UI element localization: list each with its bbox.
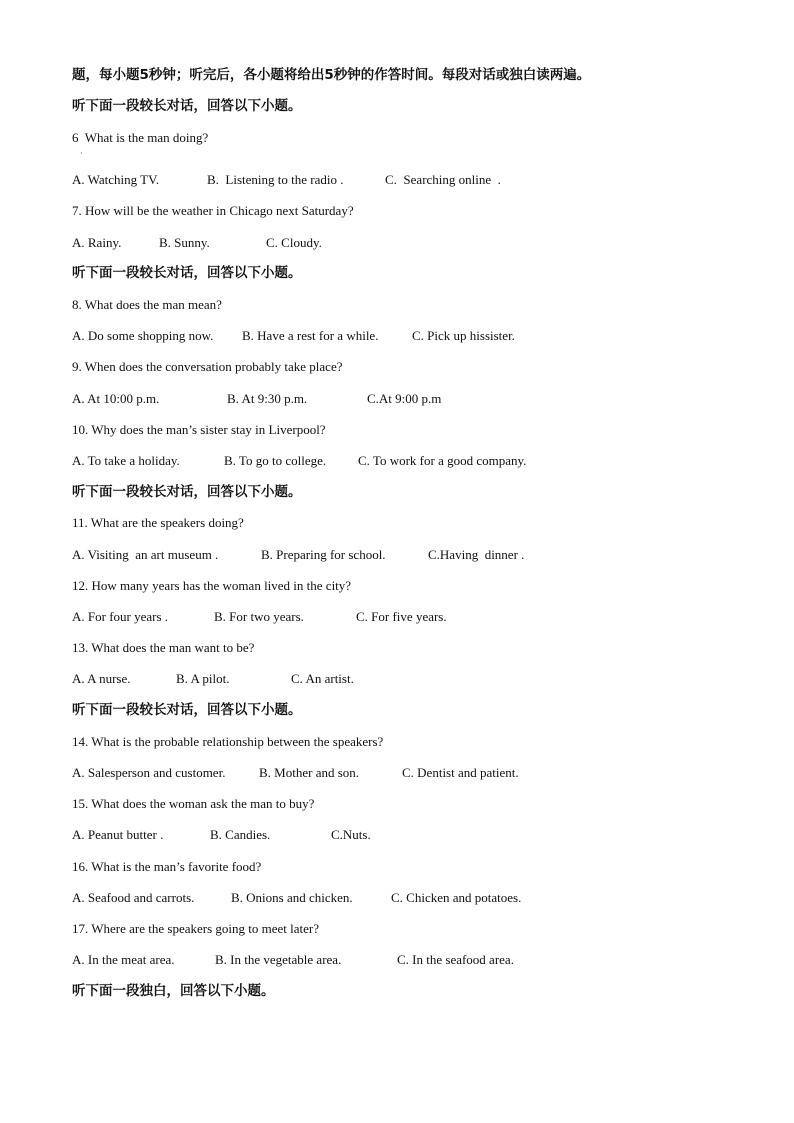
q15-option-c: C.Nuts.: [331, 827, 371, 842]
q10-option-b: B. To go to college.: [224, 453, 327, 468]
question-9: 9. When does the conversation probably take place?: [72, 359, 343, 374]
q14-option-b: B. Mother and son.: [259, 765, 360, 780]
question-15: 15. What does the woman ask the man to buy?: [72, 796, 315, 811]
question-13: 13. What does the man want to be?: [72, 640, 255, 655]
q9-option-c: C.At 9:00 p.m: [367, 391, 442, 406]
q17-option-a: A. In the meat area.: [72, 952, 175, 967]
stray-dot: ·: [80, 149, 83, 158]
q16-option-c: C. Chicken and potatoes.: [391, 890, 522, 905]
question-6: 6 What is the man doing?: [72, 130, 209, 145]
q10-option-c: C. To work for a good company.: [358, 453, 527, 468]
q10-option-a: A. To take a holiday.: [72, 453, 180, 468]
question-7: 7. How will be the weather in Chicago next Saturday?: [72, 203, 354, 218]
q11-option-c: C.Having dinner .: [428, 547, 525, 562]
q11-option-b: B. Preparing for school.: [261, 547, 386, 562]
q7-option-a: A. Rainy.: [72, 235, 122, 250]
instructions-text: 题，每小题5秒钟；听完后，各小题将给出5秒钟的作答时间。每段对话或独白读两遍。: [72, 67, 591, 83]
q15-option-a: A. Peanut butter .: [72, 827, 164, 842]
q12-option-b: B. For two years.: [214, 609, 304, 624]
section-header: 听下面一段较长对话，回答以下小题。: [72, 98, 302, 114]
q9-option-b: B. At 9:30 p.m.: [227, 391, 308, 406]
q9-option-a: A. At 10:00 p.m.: [72, 391, 160, 406]
q8-option-c: C. Pick up hissister.: [412, 328, 515, 343]
q13-option-a: A. A nurse.: [72, 671, 131, 686]
question-14: 14. What is the probable relationship between the speakers?: [72, 734, 384, 749]
q8-option-a: A. Do some shopping now.: [72, 328, 214, 343]
q15-option-b: B. Candies.: [210, 827, 271, 842]
q6-option-c: C. Searching online .: [385, 172, 501, 187]
q17-option-b: B. In the vegetable area.: [215, 952, 342, 967]
question-8: 8. What does the man mean?: [72, 297, 222, 312]
question-12: 12. How many years has the woman lived in the city?: [72, 578, 352, 593]
q14-option-a: A. Salesperson and customer.: [72, 765, 226, 780]
q16-option-b: B. Onions and chicken.: [231, 890, 353, 905]
q14-option-c: C. Dentist and patient.: [402, 765, 519, 780]
question-11: 11. What are the speakers doing?: [72, 515, 244, 530]
q13-option-b: B. A pilot.: [176, 671, 230, 686]
q12-option-c: C. For five years.: [356, 609, 447, 624]
q11-option-a: A. Visiting an art museum .: [72, 547, 219, 562]
section-header: 听下面一段较长对话，回答以下小题。: [72, 702, 302, 718]
q6-option-b: B. Listening to the radio .: [207, 172, 344, 187]
q13-option-c: C. An artist.: [291, 671, 354, 686]
section-header: 听下面一段较长对话，回答以下小题。: [72, 265, 302, 281]
section-header: 听下面一段独白，回答以下小题。: [72, 983, 275, 999]
q16-option-a: A. Seafood and carrots.: [72, 890, 195, 905]
question-17: 17. Where are the speakers going to meet later?: [72, 921, 320, 936]
q7-option-b: B. Sunny.: [159, 235, 210, 250]
section-header: 听下面一段较长对话，回答以下小题。: [72, 484, 302, 500]
q7-option-c: C. Cloudy.: [266, 235, 322, 250]
question-10: 10. Why does the man’s sister stay in Liverpool?: [72, 422, 326, 437]
q6-option-a: A. Watching TV.: [72, 172, 160, 187]
question-16: 16. What is the man’s favorite food?: [72, 859, 262, 874]
q17-option-c: C. In the seafood area.: [397, 952, 514, 967]
q8-option-b: B. Have a rest for a while.: [242, 328, 379, 343]
q12-option-a: A. For four years .: [72, 609, 169, 624]
